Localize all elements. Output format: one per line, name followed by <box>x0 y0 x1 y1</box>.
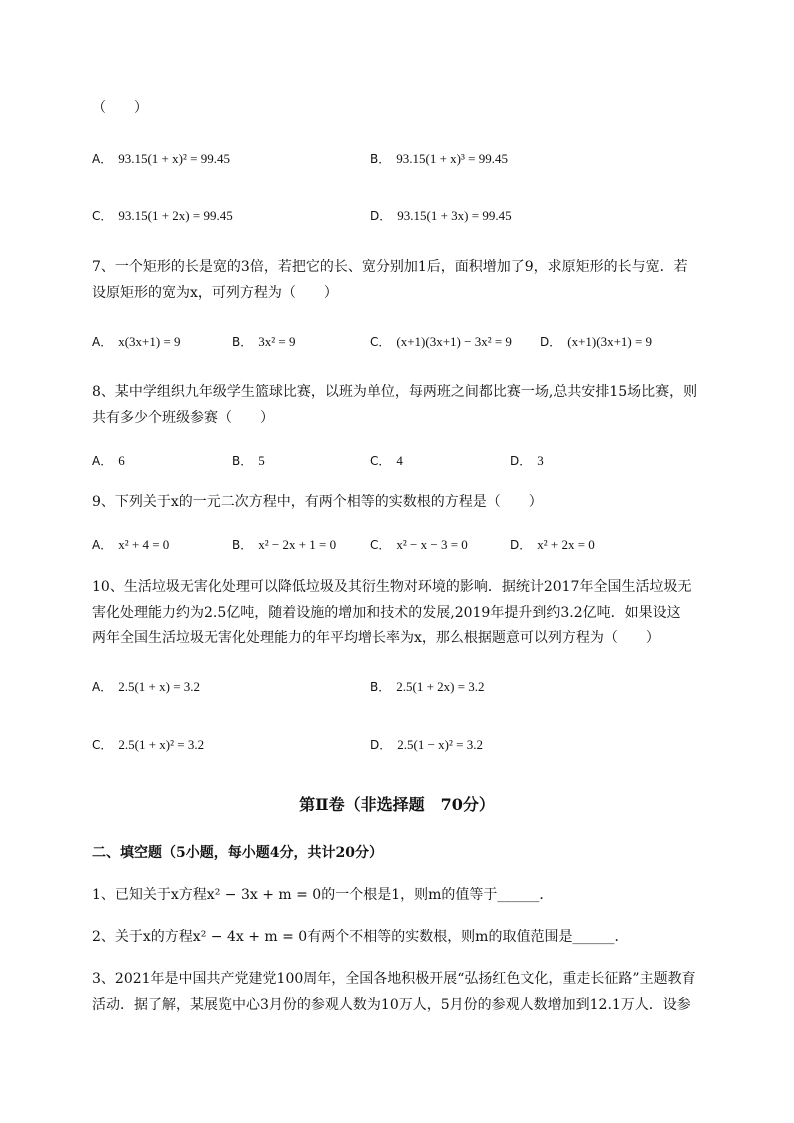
q7-option-b <box>232 332 295 353</box>
option-label: B． <box>370 152 391 166</box>
option-text: 4 <box>396 453 403 468</box>
option-label: B． <box>232 538 253 552</box>
q8-option-d <box>510 451 544 472</box>
option-label: A． <box>92 335 113 349</box>
q10-stem-line2: 害化处理能力约为2.5亿吨，随着设施的增加和技术的发展,2019年提升到约3.2亿吨．如果设这 <box>92 605 681 621</box>
q10-stem-line3: 两年全国生活垃圾无害化处理能力的年平均增长率为x，那么根据题意可以列方程为（ ） <box>92 630 660 646</box>
option-text: 3 <box>537 453 544 468</box>
option-label: C． <box>92 738 113 752</box>
fill-question-1: 1、已知关于x方程x² − 3x + m = 0的一个根是1，则m的值等于______． <box>92 887 554 903</box>
option-text: 93.15(1 + x)² = 99.45 <box>118 151 230 166</box>
option-text: (x+1)(3x+1) − 3x² = 9 <box>396 334 512 349</box>
option-label: A． <box>92 538 113 552</box>
option-text: 93.15(1 + x)³ = 99.45 <box>396 151 508 166</box>
q8-option-a <box>92 451 125 472</box>
option-text: (x+1)(3x+1) = 9 <box>567 334 653 349</box>
q6-option-a <box>92 149 230 170</box>
q6-option-b <box>370 149 508 170</box>
option-text: x² − x − 3 = 0 <box>396 537 468 552</box>
option-label: B． <box>232 335 253 349</box>
option-label: D． <box>370 738 392 752</box>
option-text: 2.5(1 − x)² = 3.2 <box>397 737 483 752</box>
option-label: B． <box>232 454 253 468</box>
option-text: x² + 4 = 0 <box>118 537 170 552</box>
option-label: A． <box>92 152 113 166</box>
q7-option-c <box>370 332 512 353</box>
q8-option-b <box>232 451 265 472</box>
answer-bracket: （ ） <box>92 100 148 116</box>
q8-stem-line1: 8、某中学组织九年级学生篮球比赛，以班为单位，每两班之间都比赛一场,总共安排15场比赛，则 <box>92 384 698 400</box>
option-label: D． <box>540 335 562 349</box>
option-text: x² − 2x + 1 = 0 <box>258 537 337 552</box>
option-text: 93.15(1 + 2x) = 99.45 <box>118 208 233 223</box>
option-text: 93.15(1 + 3x) = 99.45 <box>397 208 512 223</box>
q9-option-b <box>232 535 336 556</box>
option-text: 2.5(1 + 2x) = 3.2 <box>396 679 485 694</box>
q10-option-c <box>92 735 204 756</box>
option-label: C． <box>92 209 113 223</box>
q7-option-d <box>540 332 652 353</box>
option-label: D． <box>370 209 392 223</box>
option-text: 6 <box>118 453 125 468</box>
option-label: C． <box>370 335 391 349</box>
option-text: 2.5(1 + x)² = 3.2 <box>118 737 205 752</box>
option-text: 3x² = 9 <box>258 334 296 349</box>
option-label: D． <box>510 454 532 468</box>
option-text: 5 <box>258 453 265 468</box>
part2-heading: 第Ⅱ卷（非选择题 70分） <box>299 795 495 814</box>
q10-option-a <box>92 677 200 698</box>
option-label: C． <box>370 454 391 468</box>
fill-question-2: 2、关于x的方程x² − 4x + m = 0有两个不相等的实数根，则m的取值范围是______． <box>92 929 629 945</box>
q10-option-b <box>370 677 485 698</box>
q6-option-d <box>370 206 512 227</box>
q10-stem-line1: 10、生活垃圾无害化处理可以降低垃圾及其衍生物对环境的影响．据统计2017年全国生活垃圾无 <box>92 579 692 595</box>
section2-title: 二、填空题（5小题，每小题4分，共计20分） <box>92 845 383 861</box>
option-label: C． <box>370 538 391 552</box>
fill-question-3-line2: 活动．据了解，某展览中心3月份的参观人数为10万人，5月份的参观人数增加到12.1万人．设参 <box>92 997 691 1013</box>
option-text: x(3x+1) = 9 <box>118 334 181 349</box>
option-label: D． <box>510 538 532 552</box>
q9-option-d <box>510 535 595 556</box>
option-label: A． <box>92 680 113 694</box>
q6-option-c <box>92 206 233 227</box>
q9-stem: 9、下列关于x的一元二次方程中，有两个相等的实数根的方程是（ ） <box>92 494 543 510</box>
q9-option-c <box>370 535 468 556</box>
option-label: B． <box>370 680 391 694</box>
q10-option-d <box>370 735 483 756</box>
option-label: A． <box>92 454 113 468</box>
q7-option-a <box>92 332 181 353</box>
q8-option-c <box>370 451 403 472</box>
q7-stem-line2: 设原矩形的宽为x，可列方程为（ ） <box>92 285 338 301</box>
option-text: 2.5(1 + x) = 3.2 <box>118 679 201 694</box>
fill-question-3-line1: 3、2021年是中国共产党建党100周年，全国各地积极开展“弘扬红色文化，重走长征路”主题教育 <box>92 971 696 987</box>
option-text: x² + 2x = 0 <box>537 537 595 552</box>
q9-option-a <box>92 535 169 556</box>
q8-stem-line2: 共有多少个班级参赛（ ） <box>92 410 274 426</box>
q7-stem-line1: 7、一个矩形的长是宽的3倍，若把它的长、宽分别加1后，面积增加了9，求原矩形的长与宽．若 <box>92 259 688 275</box>
